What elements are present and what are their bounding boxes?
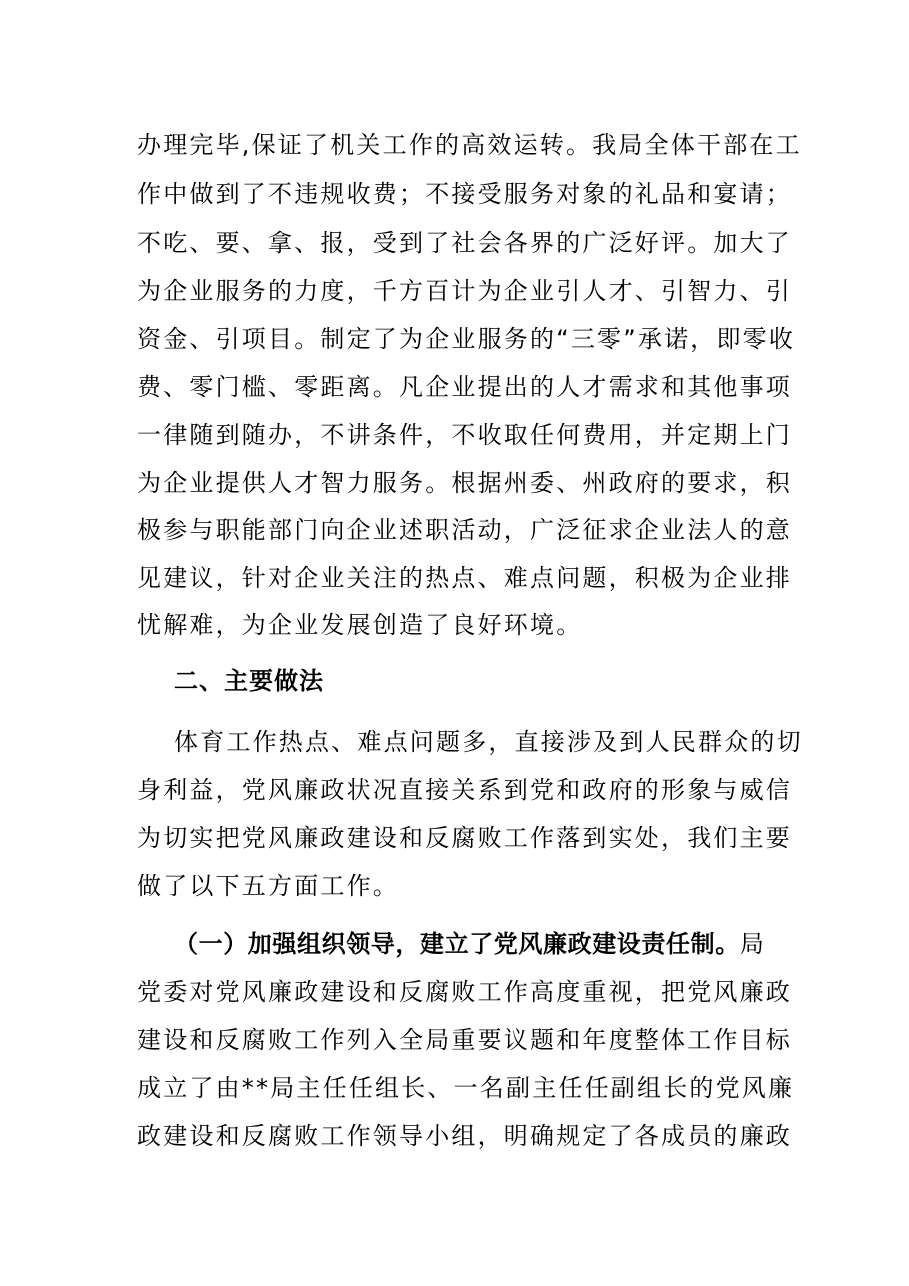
paragraph-line: 忧解难，为企业发展创造了良好环境。: [137, 611, 583, 639]
paragraph-line: 为切实把党风廉政建设和反腐败工作落到实处，我们主要: [137, 824, 792, 852]
paragraph-line: 一律随到随办，不讲条件，不收取任何费用，并定期上门: [137, 421, 792, 449]
paragraph-line: 作中做到了不违规收费；不接受服务对象的礼品和宴请；: [137, 180, 792, 208]
paragraph-line: 成立了由**局主任任组长、一名副主任任副组长的党风廉: [137, 1074, 795, 1102]
paragraph-line: 为企业提供人才智力服务。根据州委、州政府的要求，积: [137, 469, 792, 497]
subsection-heading-tail: 局: [739, 930, 765, 958]
paragraph-line: 为企业服务的力度，千方百计为企业引人才、引智力、引: [137, 277, 792, 305]
paragraph-line: 极参与职能部门向企业述职活动，广泛征求企业法人的意: [137, 516, 792, 544]
paragraph-line: 费、零门槛、零距离。凡企业提出的人才需求和其他事项: [137, 373, 792, 401]
paragraph-line: 不吃、要、拿、报，受到了社会各界的广泛好评。加大了: [137, 229, 792, 257]
paragraph-line: 党委对党风廉政建设和反腐败工作高度重视，把党风廉政: [137, 978, 792, 1006]
subsection-heading-line: [174, 930, 777, 958]
section-heading: 二、主要做法: [174, 667, 324, 695]
paragraph-line: 做了以下五方面工作。: [137, 872, 399, 900]
paragraph-line: 身利益，党风廉政状况直接关系到党和政府的形象与威信: [137, 776, 792, 804]
subsection-heading: （一）加强组织领导，建立了党风廉政建设责任制。: [174, 930, 740, 958]
paragraph-line: 建设和反腐败工作列入全局重要议题和年度整体工作目标: [137, 1026, 792, 1054]
paragraph-line: 资金、引项目。制定了为企业服务的“三零”承诺，即零收: [137, 325, 796, 353]
paragraph-line: 办理完毕,保证了机关工作的高效运转。我局全体干部在工: [137, 131, 802, 159]
paragraph-line: 见建议，针对企业关注的热点、难点问题，积极为企业排: [137, 564, 792, 592]
paragraph-line: 政建设和反腐败工作领导小组，明确规定了各成员的廉政: [137, 1122, 792, 1150]
paragraph-line: 体育工作热点、难点问题多，直接涉及到人民群众的切: [174, 728, 803, 756]
